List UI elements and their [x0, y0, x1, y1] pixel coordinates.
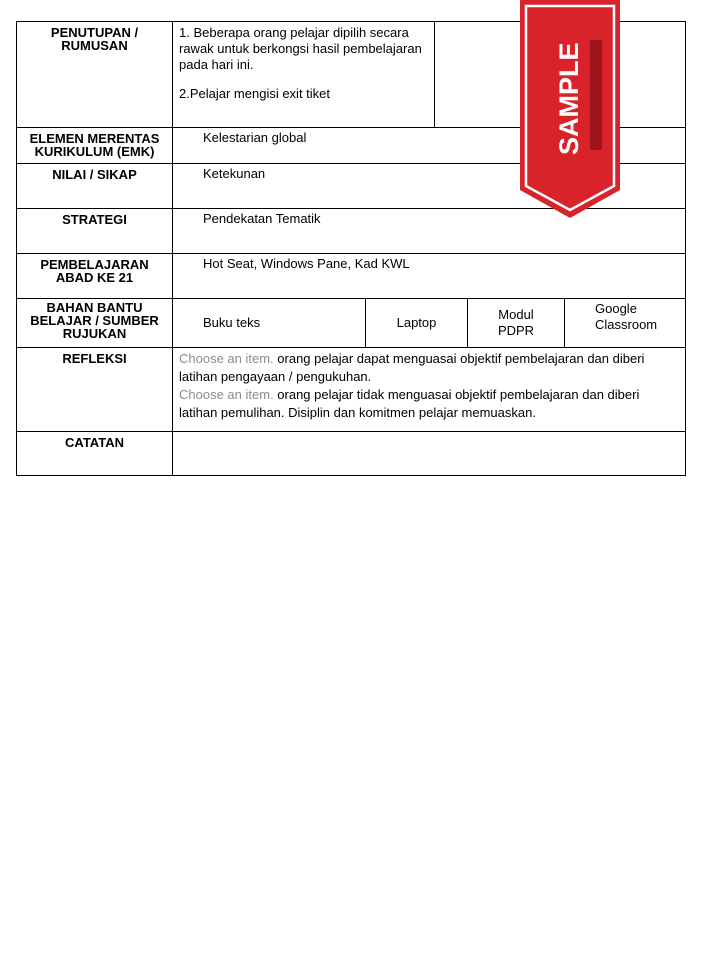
value-strategi: Pendekatan Tematik	[203, 211, 321, 226]
sample-ribbon-icon	[520, 0, 620, 220]
penutupan-line-2: 2.Pelajar mengisi exit tiket	[179, 86, 331, 101]
row-bahan	[16, 299, 686, 348]
row-refleksi	[16, 348, 686, 432]
label-emk: ELEMEN MERENTAS KURIKULUM (EMK)	[17, 128, 173, 163]
value-penutupan	[173, 22, 435, 127]
label-nilai: NILAI / SIKAP	[17, 164, 173, 208]
row-pembelajaran	[16, 254, 686, 299]
row-catatan	[16, 432, 686, 476]
refleksi-paragraph-2	[179, 386, 679, 422]
label-penutupan: PENUTUPAN / RUMUSAN	[17, 22, 173, 127]
label-pembelajaran: PEMBELAJARAN ABAD KE 21	[17, 254, 173, 298]
value-pembelajaran: Hot Seat, Windows Pane, Kad KWL	[203, 256, 410, 271]
label-bahan: BAHAN BANTU BELAJAR / SUMBER RUJUKAN	[17, 299, 173, 347]
value-nilai: Ketekunan	[203, 166, 266, 181]
sample-watermark	[520, 0, 620, 220]
value-refleksi	[173, 348, 685, 431]
refleksi-paragraph-1	[179, 350, 679, 386]
bahan-item: Modul PDPR	[468, 299, 565, 347]
label-catatan: CATATAN	[17, 432, 173, 475]
choose-item-dropdown[interactable]: Choose an item.	[179, 387, 274, 402]
value-emk: Kelestarian global	[203, 130, 307, 145]
penutupan-line-1: 1. Beberapa orang pelajar dipilih secara rawak untuk berkongsi hasil pembelajaran pada hari ini.	[179, 25, 422, 72]
bahan-item: Google Classroom	[595, 301, 658, 332]
label-refleksi: REFLEKSI	[17, 348, 173, 431]
choose-item-dropdown[interactable]: Choose an item.	[179, 351, 274, 366]
refleksi-text-1: orang pelajar dapat menguasai objektif pembelajaran dan diberi latihan pengayaan / pengukuhan.	[179, 351, 645, 384]
label-strategi: STRATEGI	[17, 209, 173, 253]
sample-watermark-text: SAMPLE	[554, 42, 584, 155]
bahan-item: Buku teks	[173, 299, 366, 347]
refleksi-text-2: orang pelajar tidak menguasai objektif pembelajaran dan diberi latihan pemulihan. Disiplin dan komitmen pelajar memuaskan.	[179, 387, 640, 420]
value-catatan	[173, 432, 685, 475]
bahan-item: Laptop	[366, 299, 468, 347]
